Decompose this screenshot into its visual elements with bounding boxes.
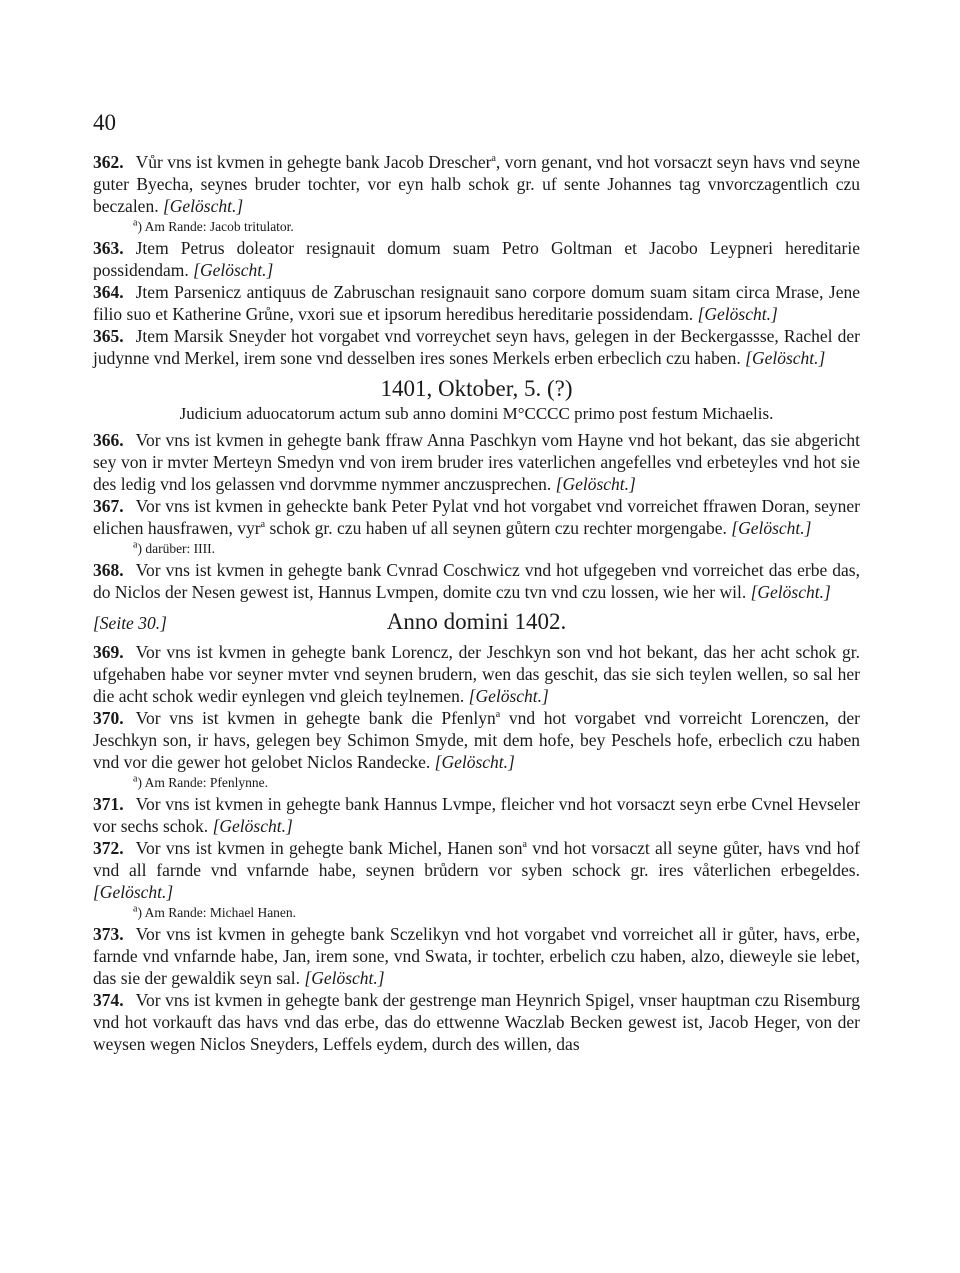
- deleted-mark: [Gelöscht.]: [745, 348, 826, 368]
- entry-number: 368.: [93, 560, 124, 580]
- entry-number: 362.: [93, 152, 124, 172]
- entry-text: Vor vns ist kvmen in gehegte bank ffraw Anna Paschkyn vom Hayne vnd hot bekant, das sie abgericht sey von ir mvter Merteyn Smedyn vnd von irem bruder ires vaterlichen angefelles vnd erbeteyles vnd hot sie des ledig vnd los gelassen vnd dorvmme nymmer anczusprechen.: [93, 430, 860, 494]
- entry-paragraph: [93, 837, 860, 903]
- entry-number: 372.: [93, 838, 124, 858]
- entry-paragraph: [93, 559, 860, 603]
- footnote-text: Am Rande: Jacob tritulator.: [144, 219, 294, 234]
- entry-number: 363.: [93, 238, 124, 258]
- entry-paragraph: [93, 989, 860, 1055]
- deleted-mark: [Gelöscht.]: [93, 882, 174, 902]
- entry-paragraph: [93, 429, 860, 495]
- footnote-label: a: [133, 773, 138, 785]
- entry-text: Vor vns ist kvmen in gehegte bank Lorencz, der Jeschkyn son vnd hot bekant, das her acht schok gr. ufgehaben habe vor seyner mvter vnd seynen brudern, wen das geschit, das sie sich teylen wellen, so sal her die acht schok wedir eynlegen vnd gleich teylnemen.: [93, 642, 860, 706]
- deleted-mark: [Gelöscht.]: [304, 968, 385, 988]
- deleted-mark: [Gelöscht.]: [750, 582, 831, 602]
- footnote-text: darüber: IIII.: [145, 541, 216, 556]
- seite-marker: [Seite 30.]: [93, 613, 167, 633]
- deleted-mark: [Gelöscht.]: [212, 816, 293, 836]
- footnote: $^a$) Am Rande: Pfenlynne.: [133, 773, 268, 790]
- entry-text-cont: vnd hot vorsaczt all seyne gůter, havs vnd hof vnd all farnde vnd vnfarnde habe, seynen brůdern vor syben schock gr. ires våterlichen erbegeldes.: [93, 838, 860, 880]
- entries-group-b: [93, 429, 860, 603]
- document-body: [93, 151, 860, 1055]
- entry-paragraph: [93, 325, 860, 369]
- entry-text: Vor vns ist kvmen in gehegte bank Michel, Hanen son: [135, 838, 523, 858]
- entry-text-cont: schok gr. czu haben uf all seynen gůtern czu rechter morgengabe.: [265, 518, 727, 538]
- footnote-label: a: [133, 217, 138, 229]
- entry-text: Vor vns ist kvmen in gehegte bank die Pfenlyn: [135, 708, 496, 728]
- deleted-mark: [Gelöscht.]: [697, 304, 778, 324]
- section-heading-1402: Anno domini 1402.: [386, 609, 567, 634]
- entry-number: 364.: [93, 282, 124, 302]
- entry-number: 369.: [93, 642, 124, 662]
- entry-text: Vor vns ist kvmen in gehegte bank Cvnrad Coschwicz vnd hot ufgegeben vnd vorreichet das erbe das, do Niclos der Nesen gewest ist, Hannus Lvmpen, domite czu tvn vnd czu lossen, wie her wil.: [93, 560, 860, 602]
- footnote: $^a$) Am Rande: Jacob tritulator.: [133, 217, 294, 234]
- deleted-mark: [Gelöscht.]: [555, 474, 636, 494]
- deleted-mark: [Gelöscht.]: [193, 260, 274, 280]
- footnote: $^a$) darüber: IIII.: [133, 539, 216, 556]
- entry-text-cont: vnd hot vorgabet vnd vorreicht Lorenczen, der Jeschkyn son, ir havs, gelegen bey Schimon Smyde, mit dem hofe, bey Peschels hofe, erbeclich czu haben vnd vor die gewer hot gelobet Niclos Randecke.: [93, 708, 860, 772]
- entries-group-c: [93, 641, 860, 1055]
- entry-number: 365.: [93, 326, 124, 346]
- page-number: 40: [93, 110, 116, 135]
- entry-paragraph: [93, 495, 860, 539]
- entry-text: Jtem Marsik Sneyder hot vorgabet vnd vorreychet seyn havs, gelegen in der Beckergassse, Rachel der judynne vnd Merkel, irem sone vnd desselben ires sones Merkels erben erbeclich czu haben.: [93, 326, 860, 368]
- section-heading-row-1402: [93, 605, 860, 639]
- entry-text: Vůr vns ist kvmen in gehegte bank Jacob Drescher: [135, 152, 492, 172]
- footnote: $^a$) Am Rande: Michael Hanen.: [133, 903, 297, 920]
- footnote-label: a: [133, 539, 138, 551]
- footnote-marker: a: [491, 153, 496, 165]
- footnote-label: a: [133, 903, 138, 915]
- section-subheading-1401: Judicium aduocatorum actum sub anno domini M°CCCC primo post festum Michaelis.: [179, 404, 774, 423]
- entry-text-cont: , vorn genant, vnd hot vorsaczt seyn havs vnd seyne guter Byecha, seynes bruder tochter, vor eyn halb schok gr. uf sente Johannes tag vnvorczagentlich czu beczalen.: [93, 152, 861, 216]
- footnote-marker: a: [260, 519, 266, 531]
- deleted-mark: [Gelöscht.]: [434, 752, 515, 772]
- footnote-marker: a: [495, 709, 501, 721]
- section-heading-1401: 1401, Oktober, 5. (?): [380, 376, 573, 401]
- entry-number: 373.: [93, 924, 124, 944]
- entry-text: Jtem Parsenicz antiquus de Zabruschan resignauit sano corpore domum suam sitam circa Mrase, Jene filio suo et Katherine Grůne, vxori sue et ipsorum heredibus hereditarie possidendam.: [93, 282, 860, 324]
- entry-paragraph: [93, 923, 860, 989]
- footnote-text: Am Rande: Pfenlynne.: [144, 775, 268, 790]
- deleted-mark: [Gelöscht.]: [162, 196, 244, 216]
- entry-number: 367.: [93, 496, 124, 516]
- entry-text: Vor vns ist kvmen in gehegte bank Hannus Lvmpe, fleicher vnd hot vorsaczt seyn erbe Cvnel Hevseler vor sechs schok.: [93, 794, 860, 836]
- entry-paragraph: [93, 281, 860, 325]
- entry-number: 366.: [93, 430, 124, 450]
- entries-group-a: [93, 151, 860, 369]
- entry-number: 371.: [93, 794, 124, 814]
- entry-paragraph: [93, 151, 860, 217]
- entry-text: Vor vns ist kvmen in gehegte bank der gestrenge man Heynrich Spigel, vnser hauptman czu Risemburg vnd hot vorkauft das havs vnd das erbe, das do ettwenne Waczlab Becken gewest ist, Jacob Heger, von der weysen wegen Niclos Sneyders, Leffels eydem, durch des willen, das: [93, 990, 860, 1054]
- entry-text: Jtem Petrus doleator resignauit domum suam Petro Goltman et Jacobo Leypneri hereditarie possidendam.: [93, 238, 860, 280]
- entry-paragraph: [93, 793, 860, 837]
- entry-number: 370.: [93, 708, 124, 728]
- entry-text: Vor vns ist kvmen in gehegte bank Sczelikyn vnd hot vorgabet vnd vorreichet all ir gůter, havs, erbe, farnde vnd vnfarnde habe, Jan, irem sone, vnd Swata, ir tochter, erbelich czu haben, alzo, dieweyle sie lebet, das sie der gewaldik seyn sal.: [93, 924, 860, 988]
- deleted-mark: [Gelöscht.]: [731, 518, 812, 538]
- entry-paragraph: [93, 707, 860, 773]
- entry-paragraph: [93, 641, 860, 707]
- deleted-mark: [Gelöscht.]: [468, 686, 549, 706]
- entry-text: Vor vns ist kvmen in geheckte bank Peter Pylat vnd hot vorgabet vnd vorreichet ffrawen Doran, seyner elichen hausfrawen, vyr: [93, 496, 860, 538]
- footnote-text: Am Rande: Michael Hanen.: [144, 905, 297, 920]
- footnote-marker: a: [522, 839, 527, 851]
- entry-paragraph: [93, 237, 860, 281]
- entry-number: 374.: [93, 990, 124, 1010]
